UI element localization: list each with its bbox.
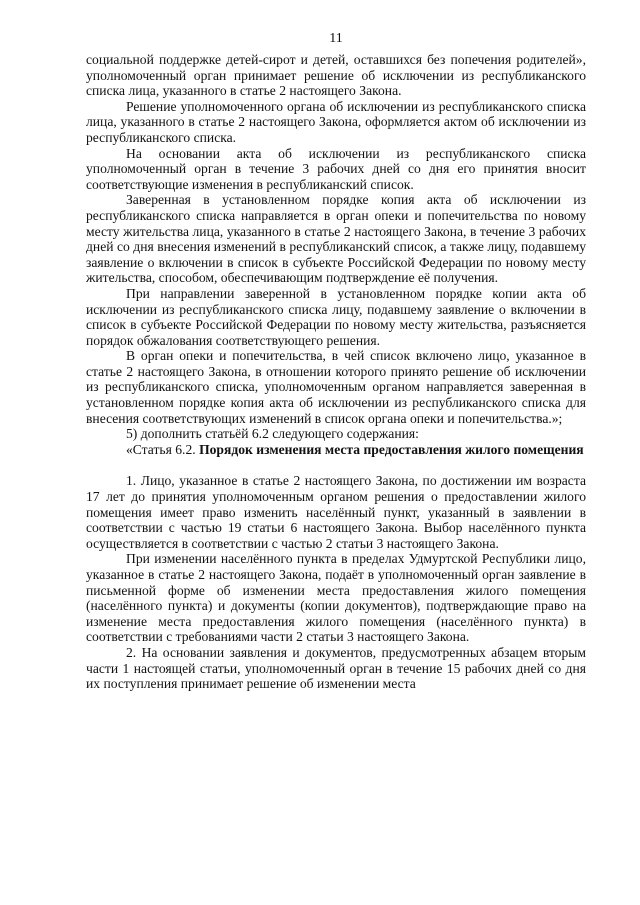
paragraph-8: 1. Лицо, указанное в статье 2 настоящего Закона, по достижении им возраста 17 лет до принятия уполномоченным органом решения о предоставлении жилого помещения имеет право изменить населённый пункт, указанный в заявлении в соответствии с частью 19 статьи 6 настоящего Закона. Выбор населённого пункта осуществляется в соответствии с частью 2 статьи 3 настоящего Закона. [86,473,586,551]
paragraph-6: В орган опеки и попечительства, в чей список включено лицо, указанное в статье 2 настоящего Закона, в отношении которого принято решение об исключении из республиканского списка, уполномоченным органом направляется заверенная в установленном порядке копия акта об исключении из республиканского списка для внесения соответствующих изменений в список органа опеки и попечительства.»; [86,348,586,426]
article-heading-title: Порядок изменения места предоставления жилого помещения [199,441,584,457]
document-page [86,30,586,692]
paragraph-10: 2. На основании заявления и документов, предусмотренных абзацем вторым части 1 настоящей статьи, уполномоченный орган в течение 15 рабочих дней со дня их поступления принимает решение об изменении места [86,644,586,692]
paragraph-9: При изменении населённого пункта в пределах Удмуртской Республики лицо, указанное в статье 2 настоящего Закона, подаёт в уполномоченный орган заявление в письменной форме об изменении места предоставления жилого помещения (населённого пункта) и документы (копии документов), подтверждающие право на изменение места предоставления жилого помещения (населённого пункта) в соответствии с требованиями части 2 статьи 3 настоящего Закона. [86,551,586,645]
paragraph-5: При направлении заверенной в установленном порядке копии акта об исключении из республиканского списка лицу, подавшему заявление о включении в список в субъекте Российской Федерации по новому месту жительства, разъясняется порядок обжалования соответствующего решения. [86,285,586,348]
page-number: 11 [329,31,343,46]
paragraph-1: социальной поддержке детей-сирот и детей, оставшихся без попечения родителей», уполномоченный орган принимает решение об исключении из республиканского списка лица, указанного в статье 2 настоящего Закона. [86,52,586,99]
paragraph-3: На основании акта об исключении из республиканского списка уполномоченный орган в течение 3 рабочих дней со дня его принятия вносит соответствующие изменения в республиканский список. [86,145,586,192]
paragraph-2: Решение уполномоченного органа об исключении из республиканского списка лица, указанного в статье 2 настоящего Закона, оформляется актом об исключении из республиканского списка. [86,98,586,145]
section-gap [86,457,586,473]
article-heading [86,442,586,458]
article-heading-prefix: «Статья 6.2. [126,441,196,457]
paragraph-4: Заверенная в установленном порядке копия акта об исключении из республиканского списка направляется в орган опеки и попечительства по новому месту жительства лица, указанного в статье 2 настоящего Закона, в течение 3 рабочих дней со дня внесения изменений в республиканский список, а также лицу, подавшему заявление о включении в список в субъекте Российской Федерации по новому месту жительства, способом, обеспечивающим подтверждение её получения. [86,192,586,286]
paragraph-7: 5) дополнить статьёй 6.2 следующего содержания: [126,426,419,442]
